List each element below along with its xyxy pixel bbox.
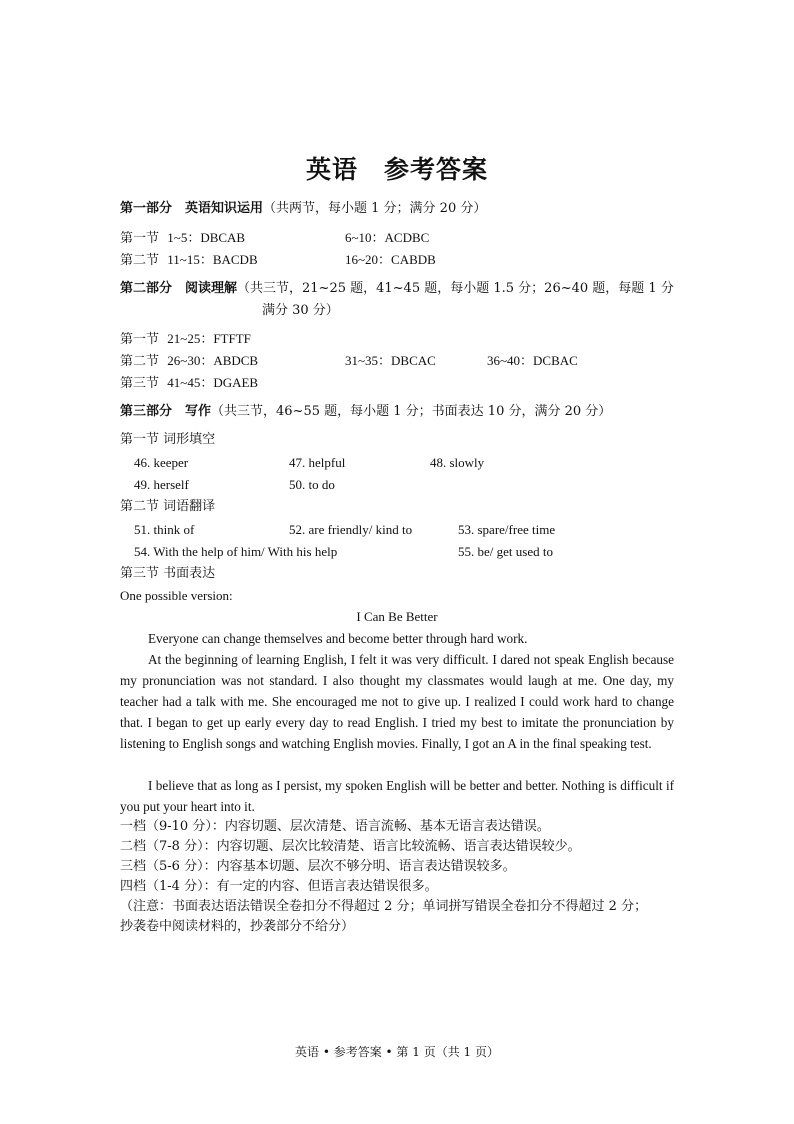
part1-heading: 第一部分 英语知识运用 bbox=[120, 201, 264, 216]
answer-46: 46. keeper bbox=[134, 455, 189, 470]
part3-section2-title: 第二节 词语翻译 bbox=[120, 499, 216, 514]
part1-heading-line bbox=[120, 200, 486, 218]
part2-section2-line bbox=[120, 352, 258, 371]
answer-36-40: 36~40：DCBAC bbox=[487, 353, 578, 368]
answer-21-25: 21~25：FTFTF bbox=[167, 331, 251, 346]
answer-16-20: 16~20：CABDB bbox=[345, 252, 436, 267]
grade-level-1: 一档（9-10 分）：内容切题、层次清楚、语言流畅、基本无语言表达错误。 bbox=[120, 819, 550, 834]
part2-section3-line bbox=[120, 374, 258, 393]
essay-paragraph-2: At the beginning of learning English, I felt it was very difficult. I dared not speak English because my pronunciation was not standard. I also thought my classmates would laugh at me. One day, my teacher had a talk with me. She encouraged me not to give up. I realized I could work hard to change that. I began to get up early every day to read English. I tried my best to imitate the pronunciation by listening to English songs and watching English movies. Finally, I got an A in the final speaking test. bbox=[120, 652, 674, 751]
part2-section1-label: 第一节 bbox=[120, 332, 160, 347]
answer-1-5: 1~5：DBCAB bbox=[167, 230, 246, 245]
part2-note-2: 满分 30 分） bbox=[262, 303, 339, 318]
part1-note: （共两节，每小题 1 分；满分 20 分） bbox=[263, 201, 487, 216]
answer-54: 54. With the help of him/ With his help bbox=[134, 544, 338, 559]
answer-6-10: 6~10：ACDBC bbox=[345, 230, 430, 245]
essay-title: I Can Be Better bbox=[356, 609, 438, 624]
grade-level-4: 四档（1-4 分）：有一定的内容、但语言表达错误很多。 bbox=[120, 879, 438, 894]
part1-section2-line bbox=[120, 251, 258, 270]
grade-level-3: 三档（5-6 分）：内容基本切题、层次不够分明、语言表达错误较多。 bbox=[120, 859, 516, 874]
answer-48: 48. slowly bbox=[430, 455, 485, 470]
part3-heading-line bbox=[120, 403, 611, 421]
answer-49: 49. herself bbox=[134, 477, 189, 492]
answer-55: 55. be/ get used to bbox=[458, 544, 553, 559]
page-footer: 英语 • 参考答案 • 第 1 页（共 1 页） bbox=[295, 1045, 499, 1059]
answer-47: 47. helpful bbox=[289, 455, 346, 470]
part1-section1-line bbox=[120, 229, 245, 248]
answer-51: 51. think of bbox=[134, 522, 195, 537]
page-title: 英语 参考答案 bbox=[305, 155, 488, 184]
part2-section1-line bbox=[120, 330, 251, 349]
part2-heading: 第二部分 阅读理解 bbox=[120, 281, 238, 296]
part2-section2-label: 第二节 bbox=[120, 354, 160, 369]
answer-53: 53. spare/free time bbox=[458, 522, 556, 537]
part2-note-1: （共三节，21~25 题，41~45 题，每小题 1.5 分；26~40 题，每题 1 分 bbox=[237, 281, 674, 296]
answer-26-30: 26~30：ABDCB bbox=[167, 353, 259, 368]
answer-50: 50. to do bbox=[289, 477, 335, 492]
part3-note: （共三节，46~55 题，每小题 1 分；书面表达 10 分，满分 20 分） bbox=[211, 404, 612, 419]
grading-note-1: （注意：书面表达语法错误全卷扣分不得超过 2 分；单词拼写错误全卷扣分不得超过 2 分； bbox=[120, 899, 648, 914]
part1-section2-label: 第二节 bbox=[120, 253, 160, 268]
part3-section1-title: 第一节 词形填空 bbox=[120, 432, 216, 447]
part1-section1-label: 第一节 bbox=[120, 231, 160, 246]
answer-11-15: 11~15：BACDB bbox=[167, 252, 258, 267]
essay-paragraph-3: I believe that as long as I persist, my spoken English will be better and better. Nothing is difficult if you put your heart into it. bbox=[120, 778, 674, 814]
possible-version-label: One possible version: bbox=[120, 588, 233, 603]
essay-paragraph-1: Everyone can change themselves and become better through hard work. bbox=[148, 631, 528, 646]
part2-section3-label: 第三节 bbox=[120, 376, 160, 391]
part3-section3-title: 第三节 书面表达 bbox=[120, 566, 216, 581]
answer-41-45: 41~45：DGAEB bbox=[167, 375, 259, 390]
answer-31-35: 31~35：DBCAC bbox=[345, 353, 436, 368]
part3-heading: 第三部分 写作 bbox=[120, 404, 212, 419]
grading-note-2: 抄袭卷中阅读材料的，抄袭部分不给分） bbox=[120, 919, 355, 934]
answer-52: 52. are friendly/ kind to bbox=[289, 522, 413, 537]
grade-level-2: 二档（7-8 分）：内容切题、层次比较清楚、语言比较流畅、语言表达错误较少。 bbox=[120, 839, 581, 854]
part2-heading-line bbox=[120, 280, 674, 298]
